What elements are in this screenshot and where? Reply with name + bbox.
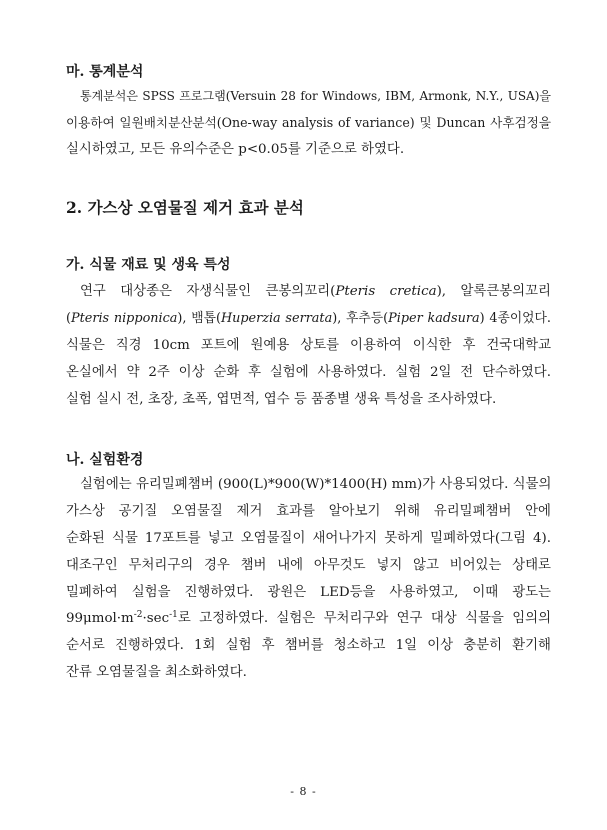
superscript: -1 <box>169 610 178 621</box>
paragraph-experiment-environment <box>66 472 551 687</box>
text-line: 실험 실시 전, 초장, 초폭, 엽면적, 엽수 등 품종별 생육 특성을 조사하였다. <box>66 391 497 407</box>
species-name: Huperzia serrata <box>220 310 333 326</box>
chapter-heading: 2. 가스상 오염물질 제거 효과 분석 <box>66 198 304 217</box>
text-line: 가스상 공기질 오염물질 제거 효과를 알아보기 위해 유리밀폐챔버 안에 <box>66 503 551 519</box>
text-line <box>66 606 551 633</box>
text-line: 밀폐하여 실험을 진행하였다. 광원은 LED등을 사용하였고, 이때 광도는 <box>66 584 551 600</box>
text-line: 통계분석은 SPSS 프로그램(Versuin 28 for Windows, IBM, Armonk, N.Y., USA)을 <box>80 89 551 103</box>
text-run: ), 뱀톱( <box>177 310 221 326</box>
text-line <box>66 279 551 306</box>
text-line: 온실에서 약 2주 이상 순화 후 실험에 사용하였다. 실험 2일 전 단수하였다. <box>66 364 551 380</box>
text-run: ), 후추등( <box>332 310 389 326</box>
text-line <box>66 306 551 333</box>
text-run: ·sec <box>142 611 170 627</box>
text-line: 잔류 오염물질을 최소화하였다. <box>66 665 247 681</box>
paragraph-statistics <box>66 83 551 164</box>
text-line: 대조구인 무처리구의 경우 챔버 내에 아무것도 넣지 않고 비어있는 상태로 <box>66 557 551 573</box>
species-name: Pteris nipponica <box>71 310 178 326</box>
species-name: Piper kadsura <box>388 310 480 326</box>
superscript: -2 <box>133 610 143 621</box>
text-run: 99μmol·m <box>66 611 134 627</box>
text-line: 실시하였고, 모든 유의수준은 p<0.05를 기준으로 하였다. <box>66 141 405 157</box>
species-name: Pteris cretica <box>335 284 437 299</box>
text-line: 순서로 진행하였다. 1회 실험 후 챔버를 청소하고 1일 이상 충분히 환기해 <box>66 638 551 654</box>
page-number: - 8 - <box>290 785 317 798</box>
text-run: ( <box>66 310 71 326</box>
text-run: 로 고정하였다. 실험은 무처리구와 연구 대상 식물을 임의의 <box>177 611 551 627</box>
text-line: 이용하여 일원배치분산분석(One-way analysis of variance) 및 Duncan 사후검정을 <box>66 114 551 130</box>
section-heading-plant-materials: 가. 식물 재료 및 생육 특성 <box>66 257 231 273</box>
paragraph-plant-materials <box>66 279 551 413</box>
text-run: 연구 대상종은 자생식물인 큰봉의꼬리( <box>80 284 336 299</box>
text-run: ) 4종이었다. <box>479 310 551 326</box>
text-run: ), 알록큰봉의꼬리 <box>436 284 551 299</box>
section-heading-experiment-environment: 나. 실험환경 <box>66 452 144 468</box>
text-line: 실험에는 유리밀폐챔버 (900(L)*900(W)*1400(H) mm)가 사용되었다. 식물의 <box>80 477 551 492</box>
text-line: 순화된 식물 17포트를 넣고 오염물질이 새어나가지 못하게 밀폐하였다(그림 4). <box>66 530 551 546</box>
text-line: 식물은 직경 10cm 포트에 원예용 상토를 이용하여 이식한 후 건국대학교 <box>66 337 551 353</box>
section-heading-statistics: 마. 통계분석 <box>66 64 144 80</box>
